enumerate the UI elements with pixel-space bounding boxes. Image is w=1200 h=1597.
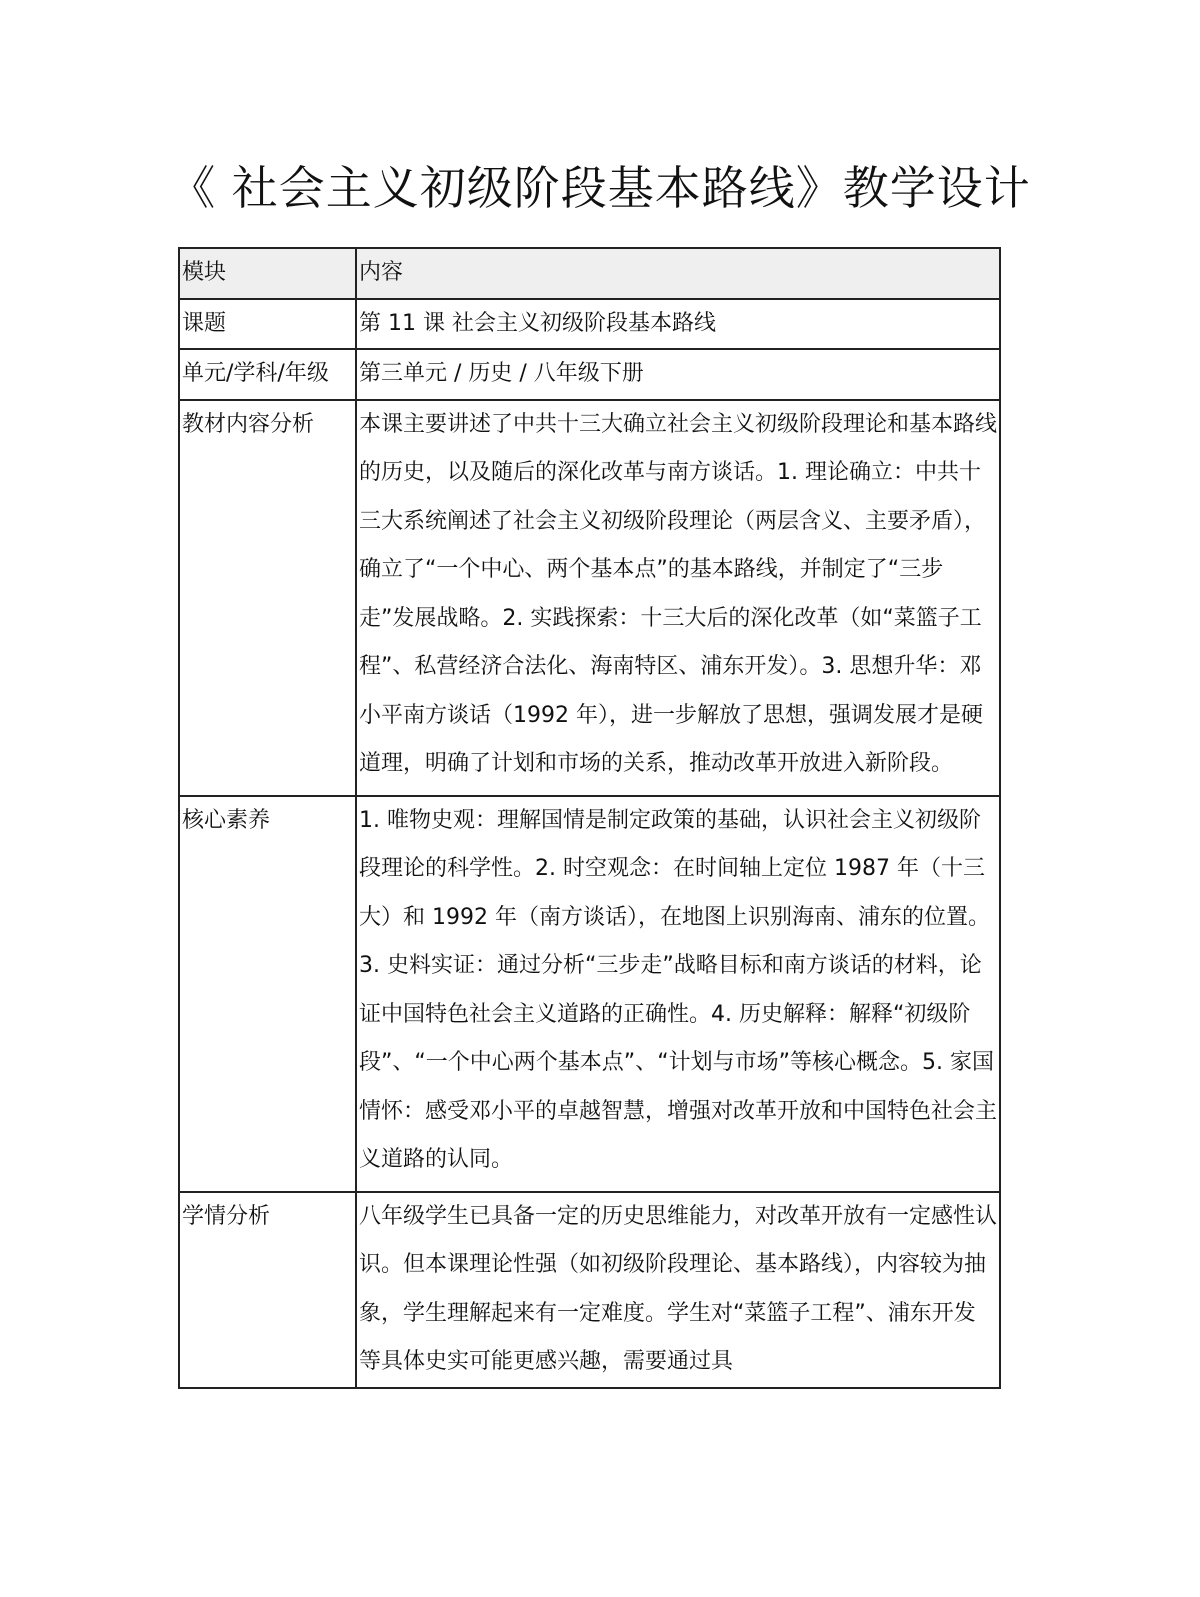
row-value-topic: 第 11 课 社会主义初级阶段基本路线: [356, 299, 1000, 350]
row-label-core-literacy: 核心素养: [179, 796, 356, 1192]
row-value-core-literacy: 1. 唯物史观：理解国情是制定政策的基础，认识社会主义初级阶段理论的科学性。2. 时空观念：在时间轴上定位 1987 年（十三大）和 1992 年（南方谈话），在地图上识别海南、浦东的位置。3. 史料实证：通过分析“三步走”战略目标和南方谈话的材料，论证中国特色社会主义道路的正确性。4. 历史解释：解释“初级阶段”、“一个中心两个基本点”、“计划与市场”等核心概念。5. 家国情怀：感受邓小平的卓越智慧，增强对改革开放和中国特色社会主义道路的认同。: [356, 796, 1000, 1192]
table-header-row: [179, 248, 1000, 299]
header-content-cell: 内容: [356, 248, 1000, 299]
header-module-cell: 模块: [179, 248, 356, 299]
table-row-topic: [179, 299, 1000, 350]
lesson-design-table: [178, 247, 1001, 1389]
row-label-unit: 单元/学科/年级: [179, 349, 356, 400]
row-value-unit: 第三单元 / 历史 / 八年级下册: [356, 349, 1000, 400]
row-value-student-analysis: 八年级学生已具备一定的历史思维能力，对改革开放有一定感性认识。但本课理论性强（如初级阶段理论、基本路线），内容较为抽象，学生理解起来有一定难度。学生对“菜篮子工程”、浦东开发等具体史实可能更感兴趣，需要通过具: [356, 1192, 1000, 1388]
table-row-textbook-analysis: [179, 400, 1000, 796]
row-label-topic: 课题: [179, 299, 356, 350]
table-row-unit: [179, 349, 1000, 400]
table-row-student-analysis: [179, 1192, 1000, 1388]
table-row-core-literacy: [179, 796, 1000, 1192]
document-title: 《 社会主义初级阶段基本路线》教学设计: [169, 161, 1031, 215]
row-value-textbook-analysis: 本课主要讲述了中共十三大确立社会主义初级阶段理论和基本路线的历史，以及随后的深化改革与南方谈话。1. 理论确立：中共十三大系统阐述了社会主义初级阶段理论（两层含义、主要矛盾），确立了“一个中心、两个基本点”的基本路线，并制定了“三步走”发展战略。2. 实践探索：十三大后的深化改革（如“菜篮子工程”、私营经济合法化、海南特区、浦东开发）。3. 思想升华：邓小平南方谈话（1992 年），进一步解放了思想，强调发展才是硬道理，明确了计划和市场的关系，推动改革开放进入新阶段。: [356, 400, 1000, 796]
row-label-student-analysis: 学情分析: [179, 1192, 356, 1388]
row-label-textbook-analysis: 教材内容分析: [179, 400, 356, 796]
